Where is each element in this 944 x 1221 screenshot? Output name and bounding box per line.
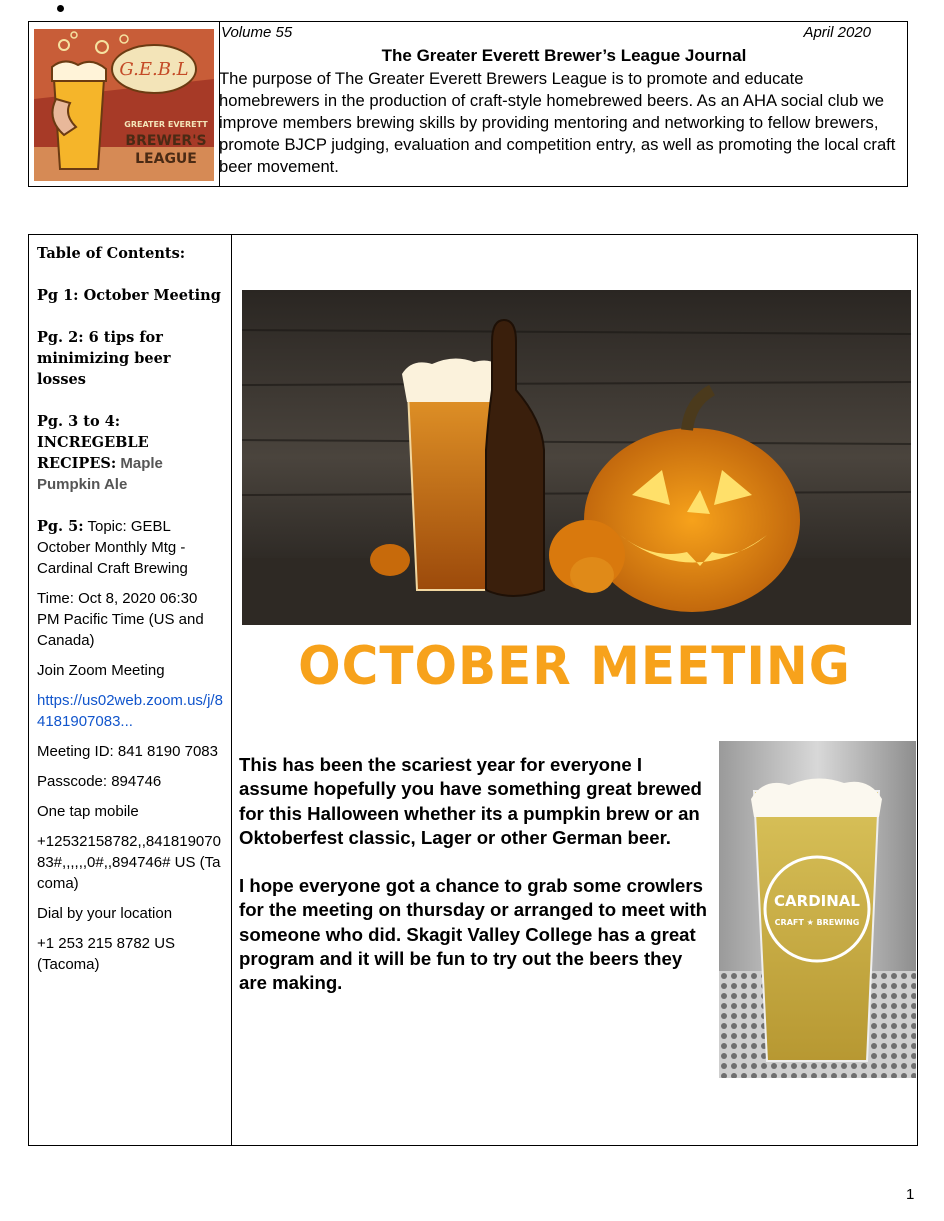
- logo-cell: [29, 22, 220, 186]
- list-bullet: [57, 5, 64, 12]
- meeting-id: Meeting ID: 841 8190 7083: [37, 743, 218, 760]
- glass-logo-line1: CARDINAL: [774, 892, 860, 910]
- article-body: [239, 753, 714, 1020]
- toc-pg5-label: Pg. 5:: [37, 518, 84, 535]
- zoom-link[interactable]: https://us02web.zoom.us/j/84181907083...: [37, 692, 223, 730]
- one-tap-number: +12532158782,,84181907083#,,,,,,0#,,894746# US (Tacoma): [37, 833, 221, 892]
- gebl-logo: [34, 29, 214, 181]
- toc-pg3-4-label: Pg. 3 to 4: INCREGEBLE RECIPES:: [37, 413, 149, 472]
- content-column: [232, 235, 917, 1145]
- logo-line2: BREWER'S: [125, 133, 207, 149]
- toc-item-pg5: [37, 516, 223, 579]
- journal-header: [28, 21, 908, 187]
- article-title: OCTOBER MEETING: [298, 635, 851, 697]
- purpose-statement: The purpose of The Greater Everett Brewers League is to promote and educate homebrewers in the production of craft-style homebrewed beers. As an AHA social club we improve members brewing skills by providing mentoring and networking to fellow brewers, promote BJCP judging, evaluation and competition entry, as well as promoting the local craft beer movement.: [219, 69, 896, 176]
- header-text: [219, 22, 907, 186]
- cardinal-beer-glass-image: [719, 741, 916, 1078]
- toc-pg3-4-value: Maple Pumpkin Ale: [37, 455, 163, 493]
- toc-item-pg2: Pg. 2: 6 tips for minimizing beer losses: [37, 329, 171, 388]
- toc-heading: Table of Contents:: [37, 245, 186, 262]
- one-tap-label: One tap mobile: [37, 803, 139, 820]
- meeting-time: Time: Oct 8, 2020 06:30 PM Pacific Time (US and Canada): [37, 590, 204, 649]
- article-paragraph-2: I hope everyone got a chance to grab some crowlers for the meeting on thursday or arranged to meet with someone who did. Skagit Valley College has a great program and it will be fun to try out the beers they are making.: [239, 875, 707, 994]
- halloween-beer-image: [242, 290, 911, 625]
- toc-pg5-value: Topic: GEBL October Monthly Mtg - Cardinal Craft Brewing: [37, 518, 188, 577]
- glass-logo-line2: CRAFT ★ BREWING: [774, 918, 860, 927]
- join-zoom-label: Join Zoom Meeting: [37, 662, 165, 679]
- main-table: [28, 234, 918, 1146]
- dial-number: +1 253 215 8782 US (Tacoma): [37, 935, 176, 973]
- volume-label: Volume 55: [221, 24, 293, 41]
- journal-title: The Greater Everett Brewer’s League Journal: [381, 46, 747, 65]
- table-of-contents: [37, 243, 223, 975]
- logo-line1: GREATER EVERETT: [124, 120, 208, 129]
- passcode: Passcode: 894746: [37, 773, 162, 790]
- page-number: 1: [906, 1186, 915, 1203]
- issue-date: April 2020: [803, 24, 871, 41]
- logo-line3: LEAGUE: [135, 151, 197, 167]
- sidebar: [29, 235, 232, 1145]
- toc-item-pg3-4: [37, 411, 223, 495]
- toc-item-pg1: Pg 1: October Meeting: [37, 287, 221, 304]
- dial-label: Dial by your location: [37, 905, 173, 922]
- article-paragraph-1: This has been the scariest year for everyone I assume hopefully you have something great brewed for this Halloween whether its a pumpkin brew or an Oktoberfest classic, Lager or other German beer.: [239, 754, 702, 848]
- logo-monogram: G.E.B.L: [119, 59, 189, 80]
